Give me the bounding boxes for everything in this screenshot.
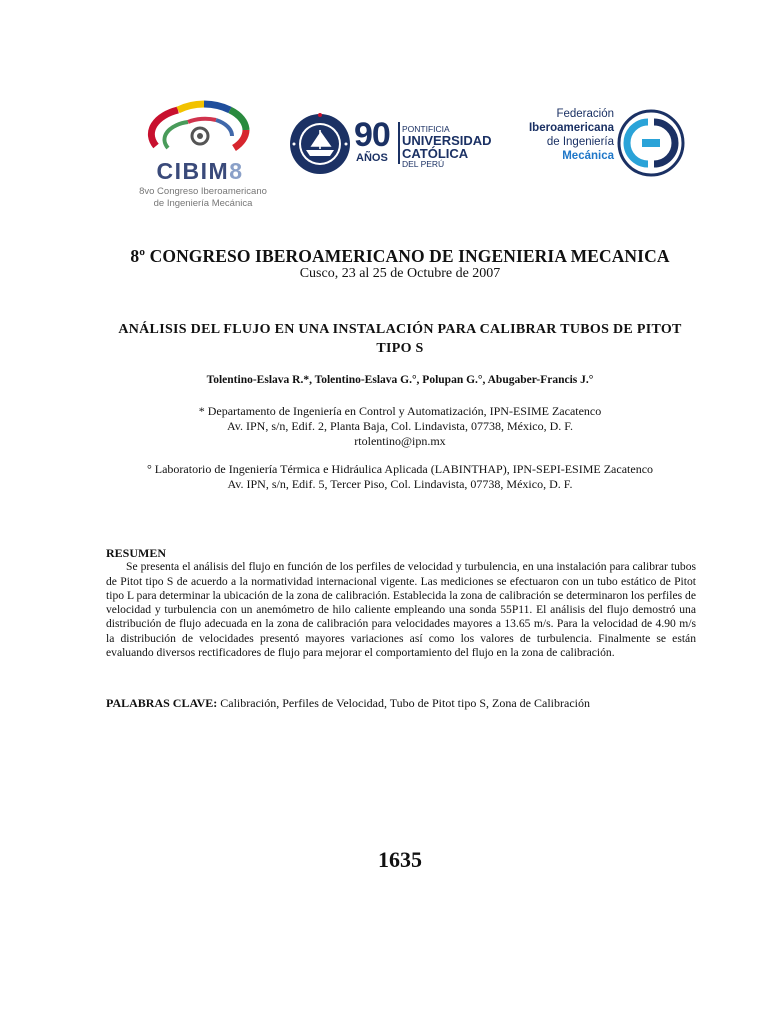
fiim-line1: Federación bbox=[556, 108, 614, 120]
keywords-list: Calibración, Perfiles de Velocidad, Tubo de Pitot tipo S, Zona de Calibración bbox=[220, 696, 590, 710]
pucp-anniversary-number: 90 bbox=[354, 116, 390, 154]
pucp-line1: PONTIFICIA bbox=[402, 124, 450, 134]
fiim-line3: de Ingeniería bbox=[546, 136, 614, 148]
fiim-logo bbox=[510, 104, 686, 184]
paper-title: ANÁLISIS DEL FLUJO EN UNA INSTALACIÓN PARA CALIBRAR TUBOS DE PITOT TIPO S bbox=[118, 322, 682, 356]
cibim8-wordmark: CIBIM8 bbox=[156, 158, 244, 184]
abstract-section bbox=[106, 546, 696, 660]
affiliation-2-line1: ° Laboratorio de Ingeniería Térmica e Hidráulica Aplicada (LABINTHAP), IPN-SEPI-ESIME Zacatenco bbox=[146, 462, 654, 476]
affiliation-1 bbox=[0, 404, 768, 449]
cibim8-subtitle-2: de Ingeniería Mecánica bbox=[153, 198, 253, 209]
abstract-text: Se presenta el análisis del flujo en función de los perfiles de velocidad y turbulencia, en una instalación para calibrar tubos de Pitot tipo S de acuerdo a la normatividad internacional vigente. Las mediciones se efectuaron con un tubo estático de Pitot tipo L para determinar la ubicación de la zona de calibración. Establecida la zona de calibración se determinaron los perfiles de velocidad y turbulencia con un anemómetro de hilo caliente empleando una sonda 55P11. El análisis del flujo demostró una distribución de flujo adecuada en la zona de calibración para velocidades mayores a 13.65 m/s. Para la velocidad de 4.90 m/s la distribución de velocidades presentó mayores variaciones así como los valores de turbulencia. Finalmente se están evaluando diversos rectificadores de flujo para mejorar el comportamiento del flujo en la zona de calibración. bbox=[106, 560, 696, 660]
cibim8-wordmark-number: 8 bbox=[229, 158, 244, 184]
pucp-seal-icon bbox=[288, 112, 352, 176]
fiim-line4: Mecánica bbox=[562, 150, 614, 162]
page-number: 1635 bbox=[378, 847, 422, 872]
pucp-anniversary-years: AÑOS bbox=[356, 152, 388, 164]
keywords-label: PALABRAS CLAVE: bbox=[106, 696, 218, 710]
affiliation-2-line2: Av. IPN, s/n, Edif. 5, Tercer Piso, Col. Lindavista, 07738, México, D. F. bbox=[227, 477, 573, 491]
affiliation-1-line1: * Departamento de Ingeniería en Control y Automatización, IPN-ESIME Zacatenco bbox=[198, 404, 602, 418]
pucp-line2: UNIVERSIDAD bbox=[402, 133, 492, 148]
paper-authors: Tolentino-Eslava R.*, Tolentino-Eslava G.°, Polupan G.°, Abugaber-Francis J.° bbox=[206, 374, 594, 386]
abstract-heading: RESUMEN bbox=[106, 546, 167, 560]
congress-title: 8º CONGRESO IBEROAMERICANO DE INGENIERIA MECANICA bbox=[130, 246, 670, 266]
flags-ring-icon bbox=[138, 96, 258, 160]
pucp-logo bbox=[284, 108, 492, 180]
cibim8-logo bbox=[128, 96, 278, 216]
affiliation-2 bbox=[0, 462, 768, 492]
pucp-divider bbox=[398, 122, 400, 164]
fiim-emblem-icon bbox=[616, 108, 686, 178]
affiliation-1-line2: Av. IPN, s/n, Edif. 2, Planta Baja, Col. Lindavista, 07738, México, D. F. bbox=[226, 419, 573, 433]
keywords bbox=[106, 696, 706, 711]
cibim8-subtitle-1: 8vo Congreso Iberoamericano bbox=[139, 186, 267, 197]
pucp-line4: DEL PERÚ bbox=[402, 159, 445, 169]
congress-place-date: Cusco, 23 al 25 de Octubre de 2007 bbox=[299, 266, 501, 281]
affiliation-1-email: rtolentino@ipn.mx bbox=[354, 434, 446, 448]
pucp-line3: CATÓLICA bbox=[402, 146, 469, 161]
fiim-line2: Iberoamericana bbox=[528, 122, 614, 134]
